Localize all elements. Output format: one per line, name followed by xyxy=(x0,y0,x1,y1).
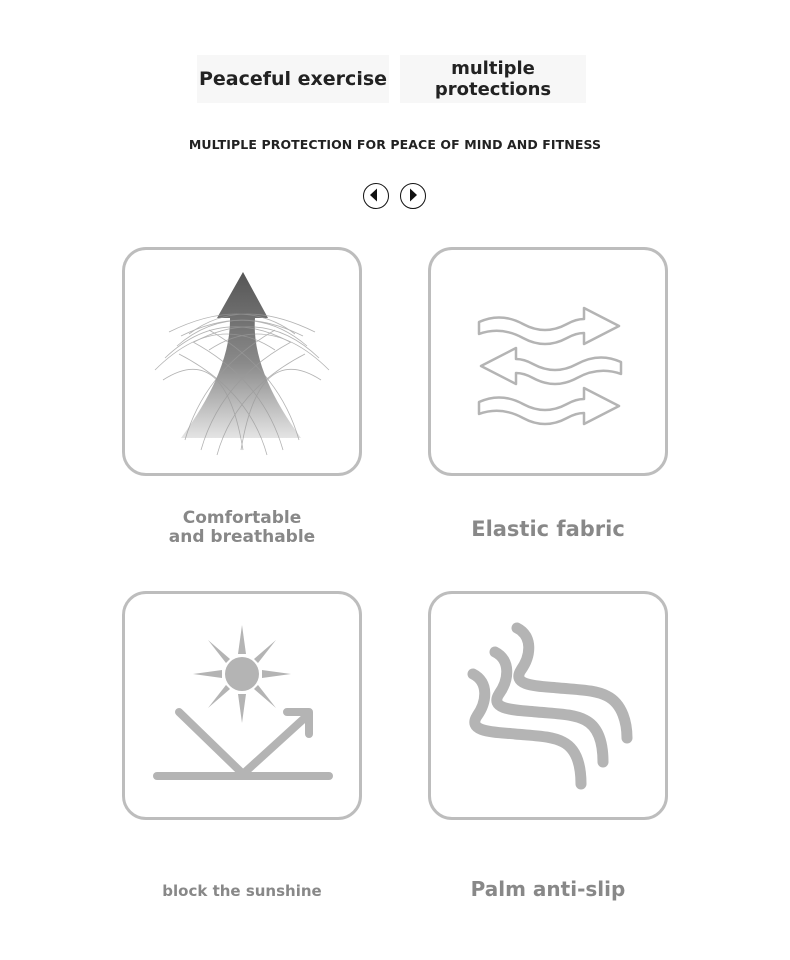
feature-card-sunshine xyxy=(122,591,362,820)
feature-label-sunshine: block the sunshine xyxy=(162,882,322,900)
sun-reflection-icon xyxy=(125,594,359,817)
prev-button[interactable] xyxy=(363,183,389,209)
chevron-left-icon xyxy=(364,184,386,206)
elastic-wave-arrows-icon xyxy=(431,250,665,473)
feature-card-elastic xyxy=(428,247,668,476)
chevron-right-icon xyxy=(401,184,423,206)
tab-peaceful-exercise[interactable]: Peaceful exercise xyxy=(197,55,389,103)
feature-card-breathable xyxy=(122,247,362,476)
feature-card-anti-slip xyxy=(428,591,668,820)
feature-label-elastic: Elastic fabric xyxy=(471,517,625,541)
anti-slip-waves-icon xyxy=(431,594,665,817)
breathable-arrow-icon xyxy=(125,250,359,473)
feature-label-anti-slip: Palm anti-slip xyxy=(470,877,626,901)
tab-multiple-protections[interactable]: multiple protections xyxy=(400,55,586,103)
next-button[interactable] xyxy=(400,183,426,209)
feature-label-breathable: Comfortable and breathable xyxy=(168,508,316,547)
page-subtitle: MULTIPLE PROTECTION FOR PEACE OF MIND AND FITNESS xyxy=(188,137,602,152)
